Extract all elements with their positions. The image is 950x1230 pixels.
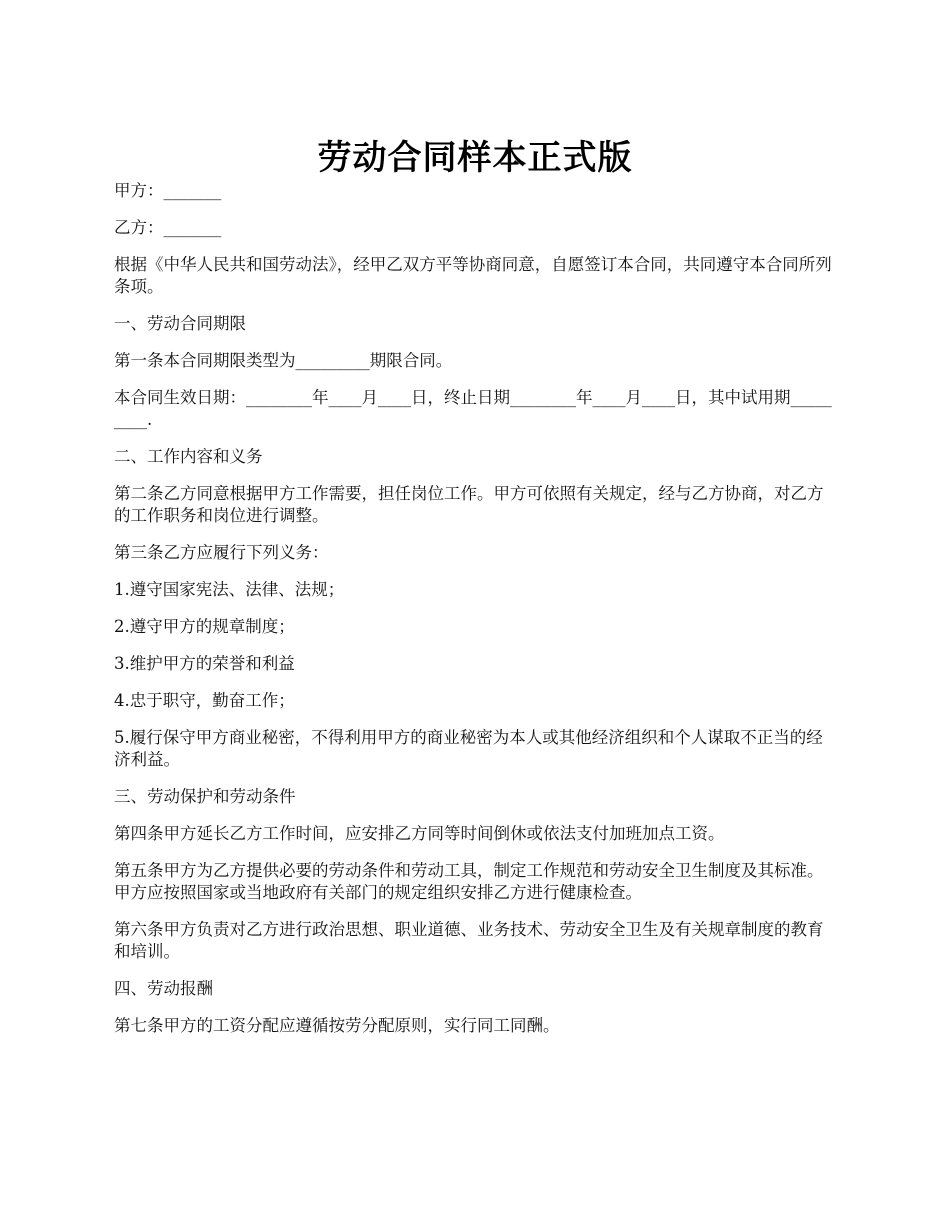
duty-item-5: 5.履行保守甲方商业秘密，不得利用甲方的商业秘密为本人或其他经济组织和个人谋取不正当的经济利益。 (114, 728, 823, 769)
article-6-paragraph: 第六条甲方负责对乙方进行政治思想、职业道德、业务技术、劳动安全卫生及有关规章制度的教育和培训。 (114, 920, 824, 961)
document-body (114, 180, 839, 1052)
preamble-paragraph: 根据《中华人民共和国劳动法》，经甲乙双方平等协商同意，自愿签订本合同，共同遵守本合同所列条项。 (114, 255, 832, 296)
section-heading-term: 一、劳动合同期限 (114, 314, 246, 333)
duty-item-2: 2.遵守甲方的规章制度； (114, 617, 295, 636)
duty-item-1: 1.遵守国家宪法、法律、法规； (114, 580, 345, 599)
party-a-line: 甲方：_______ (114, 181, 222, 200)
article-7-paragraph: 第七条甲方的工资分配应遵循按劳分配原则，实行同工同酬。 (114, 1016, 560, 1035)
section-heading-protection: 三、劳动保护和劳动条件 (114, 787, 296, 806)
duty-item-3: 3.维护甲方的荣誉和利益 (114, 654, 295, 673)
section-heading-duties: 二、工作内容和义务 (114, 447, 263, 466)
article-5-paragraph: 第五条甲方为乙方提供必要的劳动条件和劳动工具，制定工作规范和劳动安全卫生制度及其标准。甲方应按照国家或当地政府有关部门的规定组织安排乙方进行健康检查。 (114, 861, 824, 902)
article-4-paragraph: 第四条甲方延长乙方工作时间，应安排乙方同等时间倒休或依法支付加班加点工资。 (114, 824, 725, 843)
article-2-paragraph: 第二条乙方同意根据甲方工作需要，担任岗位工作。甲方可依照有关规定，经与乙方协商，对乙方的工作职务和岗位进行调整。 (114, 484, 824, 525)
duty-item-4: 4.忠于职守，勤奋工作； (114, 691, 295, 710)
article-1-paragraph: 第一条本合同期限类型为_________期限合同。 (114, 351, 453, 370)
effective-date-paragraph: 本合同生效日期：________年____月____日，终止日期________年____月____日，其中试用期_________. (114, 388, 832, 429)
section-heading-remuneration: 四、劳动报酬 (114, 979, 213, 998)
document-title: 劳动合同样本正式版 (317, 137, 633, 178)
party-b-line: 乙方：_______ (114, 218, 222, 237)
article-3-paragraph: 第三条乙方应履行下列义务： (114, 543, 329, 562)
